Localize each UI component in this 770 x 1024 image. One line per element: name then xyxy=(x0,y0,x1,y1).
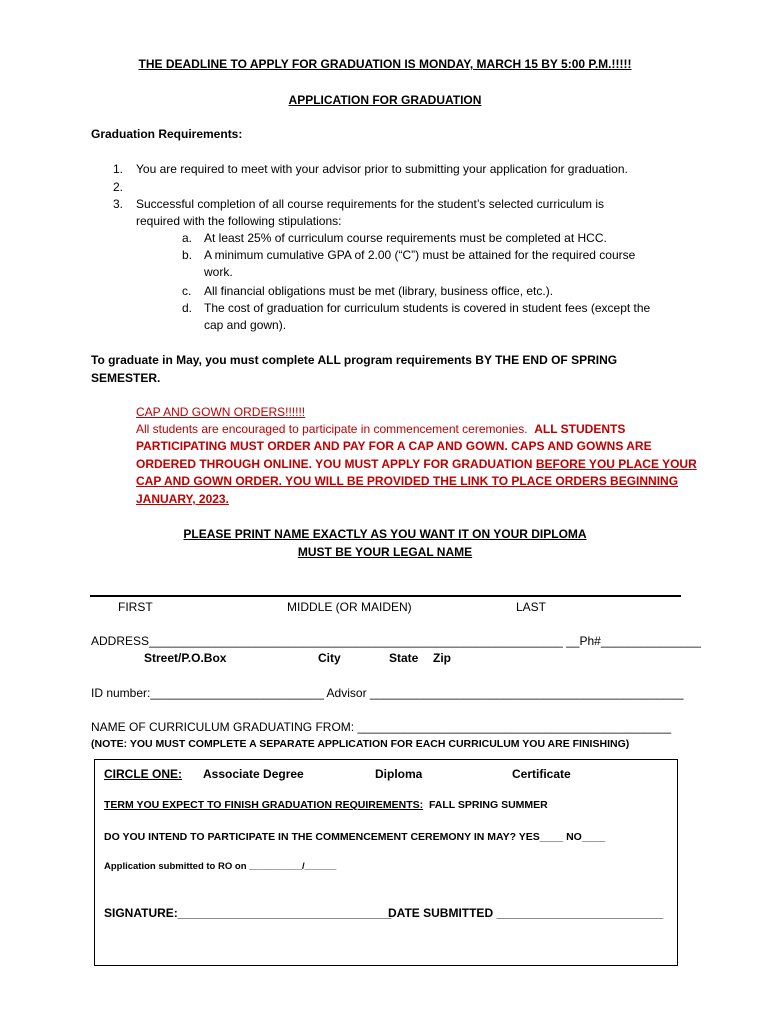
curriculum-field[interactable]: NAME OF CURRICULUM GRADUATING FROM: _______________________________________________ xyxy=(91,720,672,734)
stipulation-text: The cost of graduation for curriculum students is covered in student fees (except the xyxy=(204,301,651,315)
cap-gown-line xyxy=(136,457,697,471)
address-field[interactable]: ADDRESS______________________________________________________________ __Ph#_______________ xyxy=(91,634,701,648)
stipulation-text: All financial obligations must be met (library, business office, etc.). xyxy=(204,284,554,298)
stipulation-letter: a. xyxy=(182,231,193,245)
may-notice: To graduate in May, you must complete ALL program requirements BY THE END OF SPRING xyxy=(91,353,618,367)
term-line xyxy=(104,799,548,811)
term-label: TERM YOU EXPECT TO FINISH GRADUATION REQUIREMENTS: xyxy=(104,799,424,811)
stipulation-letter: d. xyxy=(182,301,193,315)
requirement-number: 2. xyxy=(113,180,124,194)
requirement-number: 3. xyxy=(113,197,124,211)
stipulation-text-continued: work. xyxy=(204,265,233,279)
zip-label: Zip xyxy=(433,651,451,665)
id-advisor-field[interactable]: ID number:__________________________ Advisor _______________________________________________ xyxy=(91,686,684,700)
cap-gown-heading: CAP AND GOWN ORDERS!!!!!! xyxy=(136,405,306,419)
signature-field[interactable]: SIGNATURE:________________________________ xyxy=(104,906,392,920)
stipulation-text: At least 25% of curriculum course requirements must be completed at HCC. xyxy=(204,231,607,245)
stipulation-letter: b. xyxy=(182,248,193,262)
stipulation-text: A minimum cumulative GPA of 2.00 (“C”) must be attained for the required course xyxy=(204,248,636,262)
requirement-text: Successful completion of all course requirements for the student’s selected curriculum is xyxy=(136,197,604,211)
cap-gown-text: PARTICIPATING MUST ORDER AND PAY FOR A CAP AND GOWN. CAPS AND GOWNS ARE xyxy=(136,439,652,453)
cap-gown-text: JANUARY, 2023. xyxy=(136,492,229,506)
date-submitted-field[interactable]: DATE SUBMITTED _________________________ xyxy=(388,906,664,920)
submitted-to-ro[interactable]: Application submitted to RO on __________/______ xyxy=(104,861,337,872)
option-associate-degree[interactable]: Associate Degree xyxy=(203,767,304,781)
requirements-heading: Graduation Requirements: xyxy=(91,127,243,141)
circle-one-label: CIRCLE ONE: xyxy=(104,767,182,781)
street-label: Street/P.O.Box xyxy=(144,651,227,665)
requirement-text-continued: required with the following stipulations: xyxy=(136,214,342,228)
option-certificate[interactable]: Certificate xyxy=(512,767,571,781)
stipulation-letter: c. xyxy=(182,284,192,298)
may-notice: SEMESTER. xyxy=(91,371,161,385)
deadline-notice: THE DEADLINE TO APPLY FOR GRADUATION IS MONDAY, MARCH 15 BY 5:00 P.M.!!!!! xyxy=(138,57,632,71)
middle-name-label: MIDDLE (OR MAIDEN) xyxy=(287,600,412,614)
name-line[interactable] xyxy=(90,595,681,597)
stipulation-text-continued: cap and gown). xyxy=(204,318,287,332)
state-label: State xyxy=(389,651,419,665)
print-name-instruction: PLEASE PRINT NAME EXACTLY AS YOU WANT IT ON YOUR DIPLOMA xyxy=(183,527,587,541)
first-name-label: FIRST xyxy=(118,600,153,614)
city-label: City xyxy=(318,651,341,665)
ceremony-question[interactable]: DO YOU INTEND TO PARTICIPATE IN THE COMMENCEMENT CEREMONY IN MAY? YES____ NO____ xyxy=(104,831,606,843)
cap-gown-text: ALL STUDENTS xyxy=(534,422,626,436)
option-diploma[interactable]: Diploma xyxy=(375,767,423,781)
legal-name-instruction: MUST BE YOUR LEGAL NAME xyxy=(297,545,473,559)
last-name-label: LAST xyxy=(516,600,547,614)
requirement-number: 1. xyxy=(113,162,124,176)
cap-gown-text: CAP AND GOWN ORDER. YOU WILL BE PROVIDED THE LINK TO PLACE ORDERS BEGINNING xyxy=(136,474,679,488)
page-title: APPLICATION FOR GRADUATION xyxy=(288,93,482,107)
curriculum-note: (NOTE: YOU MUST COMPLETE A SEPARATE APPLICATION FOR EACH CURRICULUM YOU ARE FINISHING) xyxy=(91,738,630,750)
cap-gown-text: All students are encouraged to participate in commencement ceremonies. xyxy=(136,422,528,436)
term-options[interactable]: FALL SPRING SUMMER xyxy=(428,799,548,811)
cap-gown-line xyxy=(136,422,625,436)
requirement-text: You are required to meet with your advisor prior to submitting your application for graduation. xyxy=(136,162,628,176)
cap-gown-text: ORDERED THROUGH ONLINE. YOU MUST APPLY FOR GRADUATION xyxy=(136,457,533,471)
cap-gown-text: BEFORE YOU PLACE YOUR xyxy=(535,457,697,471)
